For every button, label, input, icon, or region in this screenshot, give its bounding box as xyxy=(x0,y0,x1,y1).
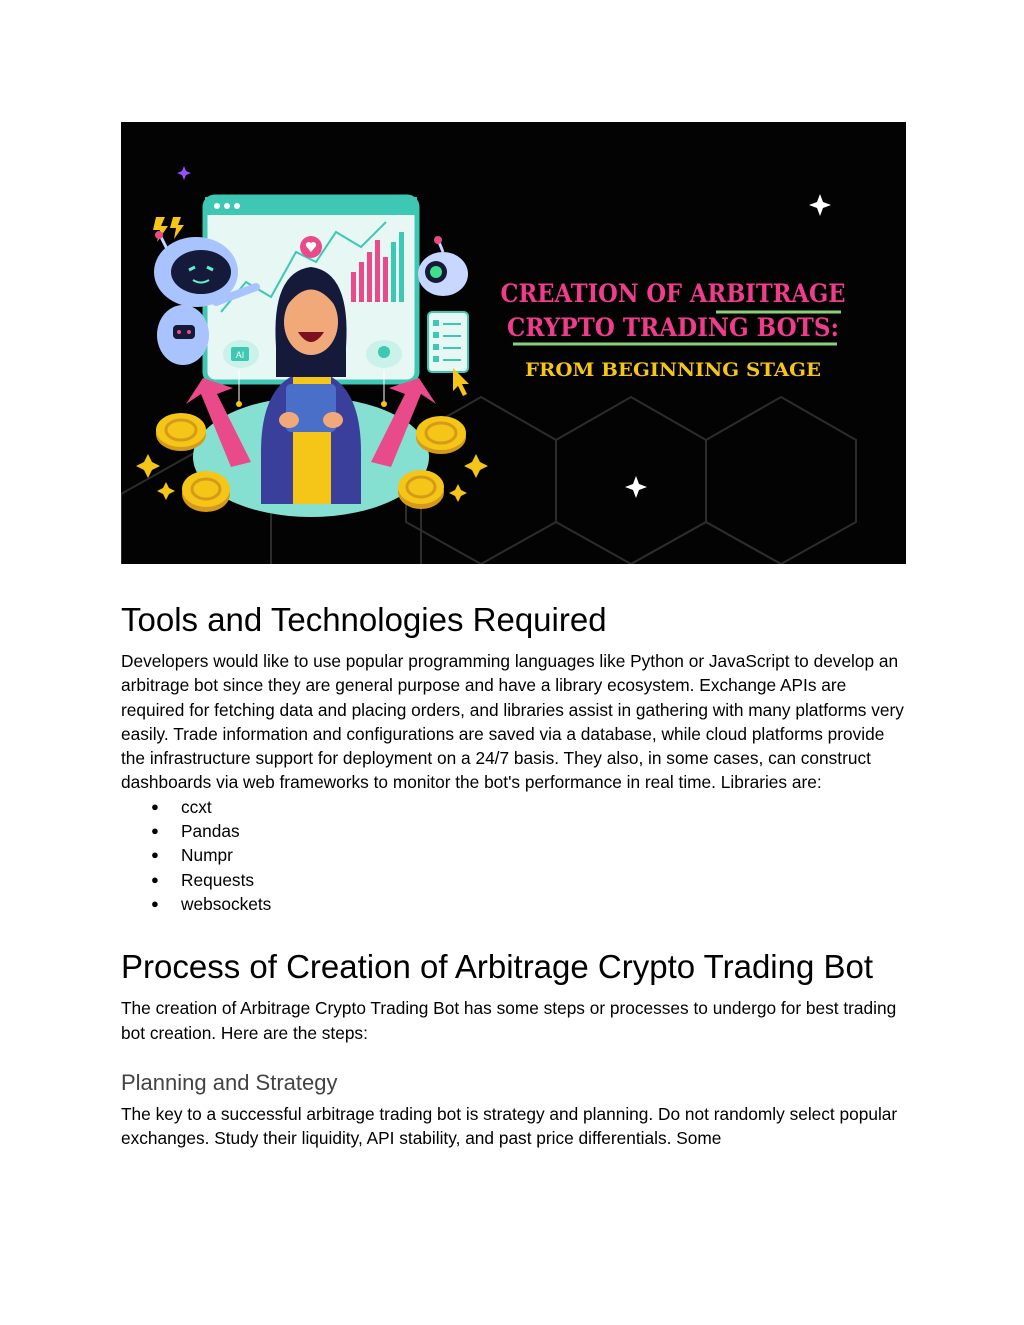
list-item: ● websockets xyxy=(151,892,911,916)
paragraph-tools: Developers would like to use popular programming languages like Python or JavaScript to develop an arbitrage bot since they are general purpose and have a library ecosystem. Exchange APIs are required for fetching data and placing orders, and libraries assist in gathering with many platforms very easily. Trade information and configurations are saved via a database, while cloud platforms provide the infrastructure support for deployment on a 24/7 basis. They also, in some cases, can construct dashboards via web frameworks to monitor the bot's performance in real time. Libraries are: xyxy=(121,651,904,793)
banner-illustration xyxy=(121,122,906,564)
banner-subtitle: FROM BEGINNING STAGE xyxy=(525,359,821,381)
purple-sparkle-icon xyxy=(177,166,191,180)
banner-title-line1: CREATION OF ARBITRAGE xyxy=(500,279,846,308)
list-item: ● Numpr xyxy=(151,843,911,867)
heading-tools: Tools and Technologies Required xyxy=(121,601,607,638)
paragraph-process: The creation of Arbitrage Crypto Trading Bot has some steps or processes to undergo for best trading bot creation. Here are the steps: xyxy=(121,998,897,1043)
heading-process: Process of Creation of Arbitrage Crypto Trading Bot xyxy=(121,948,874,986)
document-body xyxy=(121,600,911,1150)
list-item: ● Requests xyxy=(151,868,911,892)
ai-label: AI xyxy=(235,350,245,360)
paragraph-planning: The key to a successful arbitrage trading bot is strategy and planning. Do not randomly select popular exchanges. Study their liquidity, API stability, and past price differentials. Some xyxy=(121,1103,898,1149)
libraries-list xyxy=(121,795,911,916)
checklist-illustration xyxy=(428,312,469,396)
robot-right-illustration xyxy=(418,236,468,296)
banner-image xyxy=(121,122,906,564)
heading-planning: Planning and Strategy xyxy=(121,1069,338,1095)
list-item: ● ccxt xyxy=(151,795,911,819)
banner-title-line2: CRYPTO TRADING BOTS: xyxy=(507,313,839,342)
list-item: ● Pandas xyxy=(151,819,911,843)
sparkle-icons xyxy=(625,194,831,498)
